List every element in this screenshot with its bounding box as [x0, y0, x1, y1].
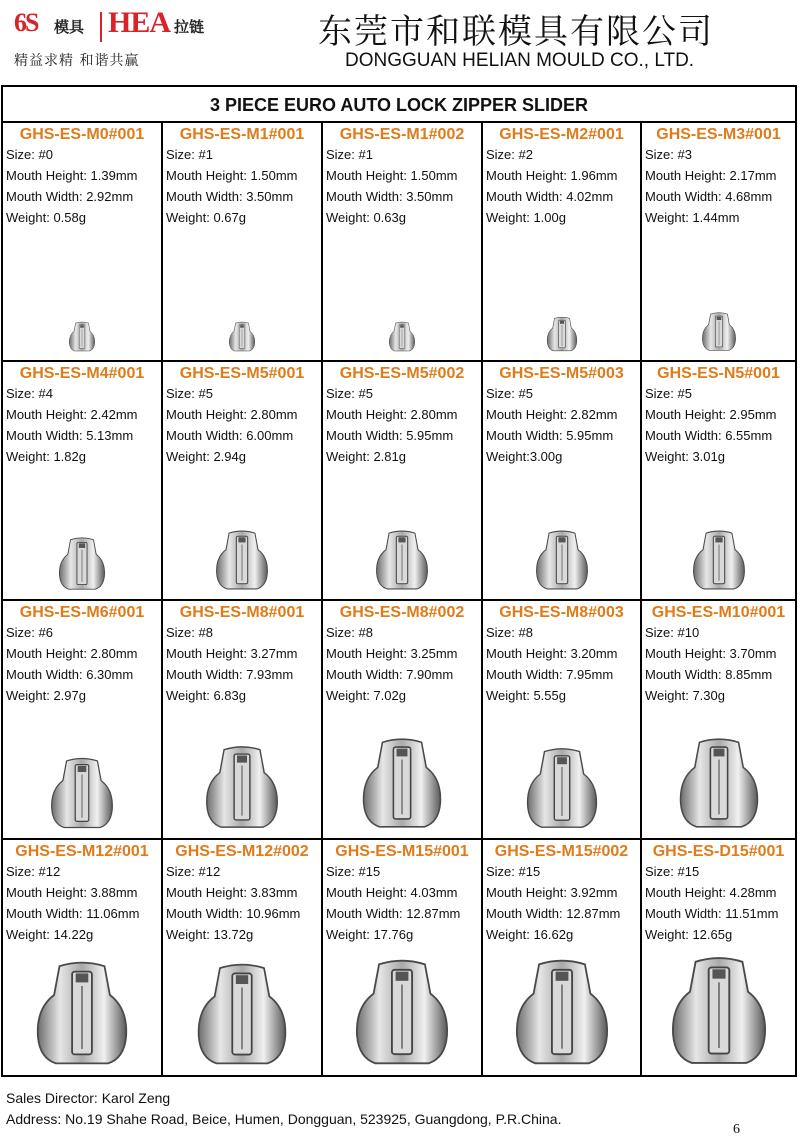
spec-weight: Weight: 1.82g — [6, 449, 86, 464]
zipper-slider-image — [511, 957, 612, 1067]
product-cell — [323, 123, 483, 362]
product-cell — [642, 840, 795, 1075]
product-code: GHS-ES-M15#002 — [494, 843, 629, 860]
product-cell — [3, 601, 163, 840]
spec-weight: Weight: 7.30g — [645, 688, 725, 703]
spec-weight: Weight: 5.55g — [486, 688, 566, 703]
page-number: 6 — [733, 1122, 740, 1137]
zipper-slider-image — [194, 961, 291, 1067]
product-code: GHS-ES-M3#001 — [656, 126, 781, 143]
spec-size: Size: #5 — [166, 386, 213, 401]
product-cell — [483, 362, 642, 601]
page-footer — [6, 1088, 561, 1130]
spec-mouth-width: Mouth Width: 11.51mm — [645, 906, 779, 921]
spec-size: Size: #6 — [6, 625, 53, 640]
logo-mark: 6S — [14, 8, 38, 37]
spec-mouth-height: Mouth Height: 3.70mm — [645, 646, 777, 661]
spec-mouth-width: Mouth Width: 4.02mm — [486, 189, 614, 204]
spec-size: Size: #0 — [6, 147, 53, 162]
spec-size: Size: #15 — [645, 864, 700, 879]
product-cell — [483, 123, 642, 362]
product-code: GHS-ES-M5#002 — [339, 365, 465, 382]
product-code: GHS-ES-M10#001 — [651, 604, 786, 621]
spec-mouth-height: Mouth Height: 3.27mm — [166, 646, 298, 661]
product-cell — [163, 840, 323, 1075]
spec-weight: Weight: 12.65g — [645, 927, 733, 942]
logo-text-zipper: 拉链 — [174, 18, 205, 36]
product-cell — [642, 601, 795, 840]
zipper-slider-image — [690, 529, 747, 591]
product-cell — [163, 601, 323, 840]
spec-size: Size: #8 — [326, 625, 373, 640]
product-code: GHS-ES-M4#001 — [19, 365, 145, 382]
spec-size: Size: #15 — [326, 864, 381, 879]
company-name-chinese: 东莞市和联模具有限公司 — [318, 12, 714, 52]
spec-size: Size: #8 — [486, 625, 533, 640]
zipper-slider-image — [33, 959, 132, 1067]
spec-weight: Weight: 6.83g — [166, 688, 246, 703]
product-code: GHS-ES-D15#001 — [652, 843, 785, 860]
spec-weight: Weight: 3.01g — [645, 449, 725, 464]
product-code: GHS-ES-M5#003 — [499, 365, 624, 382]
spec-mouth-height: Mouth Height: 1.39mm — [6, 168, 138, 183]
spec-weight: Weight: 13.72g — [166, 927, 254, 942]
logo-slogan: 精益求精 和谐共赢 — [14, 53, 140, 69]
spec-mouth-width: Mouth Width: 12.87mm — [326, 906, 461, 921]
spec-mouth-height: Mouth Height: 3.83mm — [166, 885, 298, 900]
product-code: GHS-ES-M8#002 — [339, 604, 465, 621]
spec-weight: Weight: 1.00g — [486, 210, 566, 225]
logo-divider — [100, 12, 102, 42]
spec-mouth-width: Mouth Width: 5.13mm — [6, 428, 134, 443]
product-table — [1, 85, 797, 1077]
spec-mouth-height: Mouth Height: 2.80mm — [166, 407, 298, 422]
spec-size: Size: #12 — [166, 864, 221, 879]
product-code: GHS-ES-M1#001 — [179, 126, 305, 143]
spec-mouth-height: Mouth Height: 3.25mm — [326, 646, 458, 661]
zipper-slider-image — [57, 536, 108, 591]
company-name-english: DONGGUAN HELIAN MOULD CO., LTD. — [345, 50, 695, 71]
spec-mouth-height: Mouth Height: 2.80mm — [326, 407, 458, 422]
product-cell — [3, 123, 163, 362]
product-code: GHS-ES-M5#001 — [179, 365, 305, 382]
product-code: GHS-ES-M12#001 — [15, 843, 149, 860]
zipper-slider-image — [545, 316, 578, 352]
sales-director: Sales Director: Karol Zeng — [6, 1090, 171, 1106]
product-code: GHS-ES-M8#001 — [179, 604, 305, 621]
zipper-slider-image — [48, 756, 116, 830]
spec-mouth-width: Mouth Width: 7.90mm — [326, 667, 454, 682]
zipper-slider-image — [214, 529, 271, 591]
spec-mouth-height: Mouth Height: 1.50mm — [326, 168, 458, 183]
zipper-slider-image — [359, 736, 445, 830]
table-title: 3 PIECE EURO AUTO LOCK ZIPPER SLIDER — [3, 87, 795, 123]
product-cell — [483, 601, 642, 840]
spec-mouth-height: Mouth Height: 2.42mm — [6, 407, 138, 422]
product-cell — [642, 123, 795, 362]
spec-size: Size: #5 — [645, 386, 692, 401]
spec-weight: Weight: 14.22g — [6, 927, 94, 942]
zipper-slider-image — [228, 321, 257, 352]
spec-weight: Weight: 0.63g — [326, 210, 406, 225]
logo-brand: HEA — [108, 6, 171, 39]
product-cell — [642, 362, 795, 601]
spec-weight: Weight:3.00g — [486, 449, 563, 464]
product-cell — [323, 840, 483, 1075]
spec-mouth-width: Mouth Width: 5.95mm — [326, 428, 454, 443]
spec-mouth-height: Mouth Height: 3.92mm — [486, 885, 618, 900]
spec-mouth-height: Mouth Height: 2.17mm — [645, 168, 777, 183]
spec-mouth-height: Mouth Height: 4.03mm — [326, 885, 458, 900]
spec-mouth-width: Mouth Width: 7.93mm — [166, 667, 294, 682]
zipper-slider-image — [68, 321, 97, 352]
spec-size: Size: #4 — [6, 386, 53, 401]
product-cell — [3, 840, 163, 1075]
spec-mouth-height: Mouth Height: 3.88mm — [6, 885, 138, 900]
spec-weight: Weight: 2.94g — [166, 449, 246, 464]
spec-weight: Weight: 1.44mm — [645, 210, 740, 225]
spec-mouth-height: Mouth Height: 2.82mm — [486, 407, 618, 422]
spec-mouth-width: Mouth Width: 5.95mm — [486, 428, 614, 443]
zipper-slider-image — [533, 529, 590, 591]
zipper-slider-image — [667, 954, 770, 1067]
spec-size: Size: #15 — [486, 864, 541, 879]
spec-mouth-height: Mouth Height: 1.96mm — [486, 168, 618, 183]
spec-mouth-width: Mouth Width: 6.55mm — [645, 428, 773, 443]
spec-weight: Weight: 16.62g — [486, 927, 574, 942]
zipper-slider-image — [676, 736, 762, 830]
spec-mouth-width: Mouth Width: 8.85mm — [645, 667, 773, 682]
product-code: GHS-ES-M15#001 — [335, 843, 469, 860]
spec-size: Size: #5 — [486, 386, 533, 401]
logo-text-mould: 模具 — [54, 18, 85, 36]
zipper-slider-image — [203, 744, 282, 830]
spec-mouth-width: Mouth Width: 7.95mm — [486, 667, 614, 682]
spec-mouth-height: Mouth Height: 2.80mm — [6, 646, 138, 661]
product-code: GHS-ES-M0#001 — [19, 126, 145, 143]
product-cell — [163, 123, 323, 362]
zipper-slider-image — [700, 311, 737, 352]
spec-weight: Weight: 17.76g — [326, 927, 414, 942]
spec-mouth-height: Mouth Height: 3.20mm — [486, 646, 618, 661]
zipper-slider-image — [352, 957, 453, 1067]
spec-mouth-width: Mouth Width: 10.96mm — [166, 906, 301, 921]
spec-mouth-width: Mouth Width: 3.50mm — [326, 189, 454, 204]
zipper-slider-image — [374, 529, 431, 591]
product-code: GHS-ES-N5#001 — [657, 365, 780, 382]
spec-weight: Weight: 2.81g — [326, 449, 406, 464]
spec-mouth-width: Mouth Width: 12.87mm — [486, 906, 621, 921]
product-grid — [3, 123, 795, 1075]
spec-size: Size: #5 — [326, 386, 373, 401]
product-cell — [163, 362, 323, 601]
spec-mouth-height: Mouth Height: 1.50mm — [166, 168, 298, 183]
spec-size: Size: #8 — [166, 625, 213, 640]
spec-mouth-width: Mouth Width: 6.00mm — [166, 428, 294, 443]
spec-size: Size: #12 — [6, 864, 61, 879]
spec-mouth-width: Mouth Width: 11.06mm — [6, 906, 140, 921]
product-cell — [483, 840, 642, 1075]
spec-size: Size: #1 — [326, 147, 373, 162]
spec-size: Size: #3 — [645, 147, 692, 162]
spec-weight: Weight: 0.67g — [166, 210, 246, 225]
product-code: GHS-ES-M12#002 — [175, 843, 309, 860]
page-header — [0, 0, 800, 80]
spec-weight: Weight: 7.02g — [326, 688, 406, 703]
company-address: Address: No.19 Shahe Road, Beice, Humen, Dongguan, 523925, Guangdong, P.R.China. — [6, 1111, 562, 1127]
spec-size: Size: #2 — [486, 147, 533, 162]
product-cell — [3, 362, 163, 601]
spec-weight: Weight: 2.97g — [6, 688, 86, 703]
product-code: GHS-ES-M1#002 — [339, 126, 465, 143]
spec-size: Size: #1 — [166, 147, 213, 162]
spec-mouth-height: Mouth Height: 2.95mm — [645, 407, 777, 422]
spec-mouth-height: Mouth Height: 4.28mm — [645, 885, 777, 900]
spec-mouth-width: Mouth Width: 6.30mm — [6, 667, 134, 682]
product-code: GHS-ES-M8#003 — [499, 604, 624, 621]
zipper-slider-image — [523, 746, 600, 830]
product-cell — [323, 601, 483, 840]
company-logo — [14, 6, 204, 72]
product-code: GHS-ES-M2#001 — [499, 126, 624, 143]
zipper-slider-image — [388, 321, 417, 352]
spec-weight: Weight: 0.58g — [6, 210, 86, 225]
product-cell — [323, 362, 483, 601]
spec-mouth-width: Mouth Width: 2.92mm — [6, 189, 134, 204]
product-code: GHS-ES-M6#001 — [19, 604, 145, 621]
spec-mouth-width: Mouth Width: 3.50mm — [166, 189, 294, 204]
spec-mouth-width: Mouth Width: 4.68mm — [645, 189, 773, 204]
spec-size: Size: #10 — [645, 625, 700, 640]
